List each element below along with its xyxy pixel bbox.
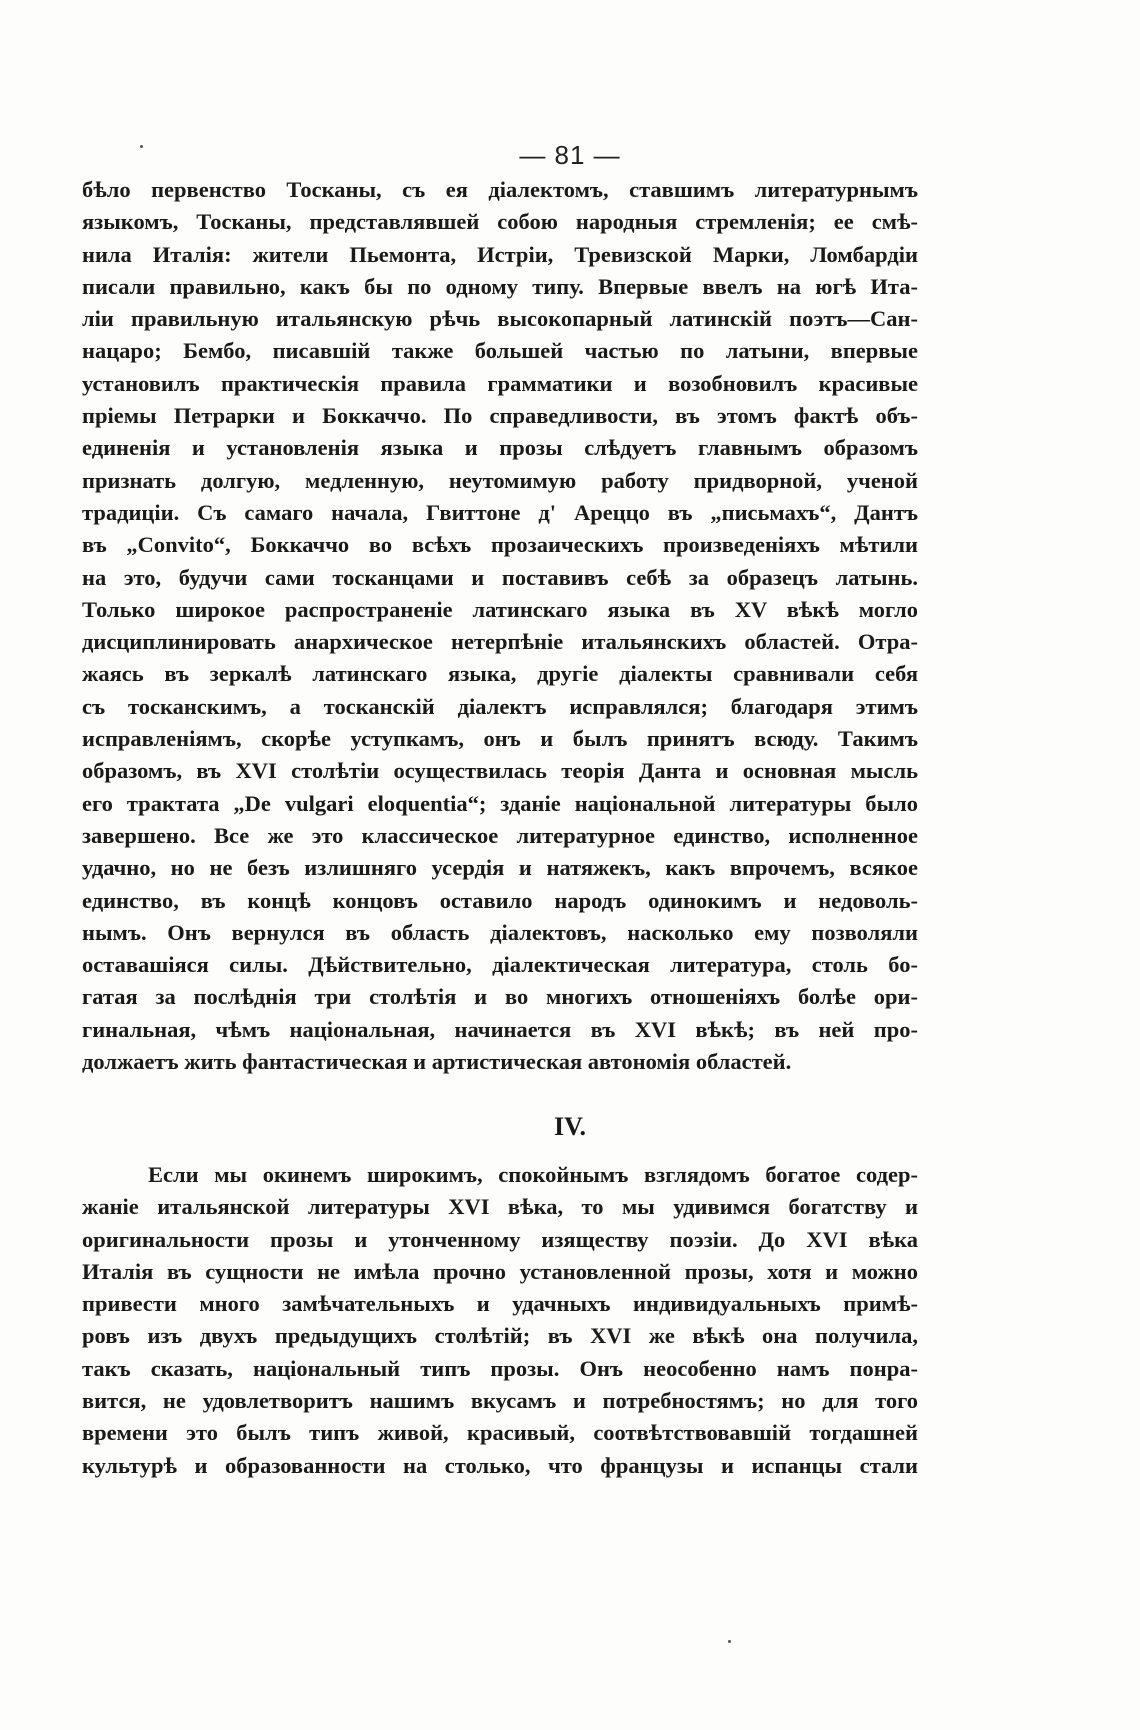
text-line: гинальная, чѣмъ національная, начинается въ XVI вѣкѣ; въ ней про-	[82, 1016, 918, 1042]
print-speck	[140, 145, 143, 148]
text-line: традиціи. Съ самаго начала, Гвиттоне д' Ареццо въ „письмахъ“, Дантъ	[82, 499, 918, 525]
text-line: оригинальности прозы и утонченному изяществу поэзіи. До XVI вѣка	[82, 1226, 918, 1252]
text-line: времени это былъ типъ живой, красивый, соотвѣтствовавшій тогдашней	[82, 1420, 918, 1446]
text-line: образомъ, въ XVI столѣтіи осуществилась теорія Данта и основная мысль	[82, 758, 918, 784]
text-line: исправленіямъ, скорѣе уступкамъ, онъ и былъ принятъ всюду. Такимъ	[82, 726, 918, 752]
page-number: — 81 —	[519, 140, 621, 170]
text-line: вится, не удовлетворитъ нашимъ вкусамъ и потребностямъ; но для того	[82, 1388, 918, 1414]
text-line: пріемы Петрарки и Боккаччо. По справедливости, въ этомъ фактѣ объ-	[82, 403, 918, 429]
text-line: должаетъ жить фантастическая и артистическая автономія областей.	[82, 1049, 792, 1075]
text-line: единенія и установленія языка и прозы слѣдуетъ главнымъ образомъ	[82, 435, 918, 461]
text-line: въ „Convito“, Боккаччо во всѣхъ прозаическихъ произведеніяхъ мѣтили	[82, 532, 918, 558]
text-line: языкомъ, Тосканы, представлявшей собою народныя стремленія; ее смѣ-	[82, 209, 918, 235]
text-line: жаясь въ зеркалѣ латинскаго языка, другіе діалекты сравнивали себя	[82, 661, 918, 687]
print-speck	[728, 1640, 731, 1643]
text-line: ліи правильную итальянскую рѣчь высокопарный латинскій поэтъ—Сан-	[82, 306, 918, 332]
paragraph-2	[82, 1159, 918, 1482]
text-line: на это, будучи сами тосканцами и поставивъ себѣ за образецъ латынь.	[82, 564, 918, 590]
text-line: завершено. Все же это классическое литературное единство, исполненное	[82, 822, 918, 848]
text-line: бѣло первенство Тосканы, съ ея діалектомъ, ставшимъ литературнымъ	[82, 177, 918, 202]
text-line: нила Италія: жители Пьемонта, Истріи, Тревизской Марки, Ломбардіи	[82, 241, 918, 267]
text-line: писали правильно, какъ бы по одному типу. Впервые ввелъ на югѣ Ита-	[82, 273, 918, 299]
text-line: установилъ практическія правила грамматики и возобновилъ красивые	[82, 370, 918, 396]
text-line: жаніе итальянской литературы XVI вѣка, то мы удивимся богатству и	[82, 1194, 918, 1220]
text-line: привести много замѣчательныхъ и удачныхъ индивидуальныхъ примѣ-	[82, 1291, 918, 1317]
text-line: Италія въ сущности не имѣла прочно установленной прозы, хотя и можно	[82, 1258, 918, 1284]
text-line: дисциплинировать анархическое нетерпѣніе итальянскихъ областей. Отра-	[82, 629, 918, 655]
text-line: Если мы окинемъ широкимъ, спокойнымъ взглядомъ богатое содер-	[148, 1162, 918, 1187]
text-line: признать долгую, медленную, неутомимую работу придворной, ученой	[82, 467, 918, 493]
text-line: такъ сказать, національный типъ прозы. Онъ неособенно намъ понра-	[82, 1355, 918, 1381]
section-heading: IV.	[553, 1112, 587, 1141]
text-line: ровъ изъ двухъ предыдущихъ столѣтій; въ XVI же вѣкѣ она получила,	[82, 1323, 918, 1349]
text-line: съ тосканскимъ, а тосканскій діалектъ исправлялся; благодаря этимъ	[82, 693, 918, 719]
text-line: культурѣ и образованности на столько, что французы и испанцы стали	[82, 1452, 918, 1478]
text-line: оставашіяся силы. Дѣйствительно, діалектическая литература, столь бо-	[82, 952, 918, 978]
text-line: его трактата „De vulgari eloquentia“; зданіе національной литературы было	[82, 790, 918, 816]
text-line: гатая за послѣднія три столѣтія и во многихъ отношеніяхъ болѣе ори-	[82, 984, 918, 1010]
text-line: нымъ. Онъ вернулся въ область діалектовъ, насколько ему позволяли	[82, 919, 918, 945]
paragraph-1	[82, 174, 918, 1078]
text-line: удачно, но не безъ излишняго усердія и натяжекъ, какъ впрочемъ, всякое	[82, 855, 918, 881]
text-line: Только широкое распространеніе латинскаго языка въ XV вѣкѣ могло	[82, 596, 918, 622]
text-line: единство, въ концѣ концовъ оставило народъ одинокимъ и недоволь-	[82, 887, 918, 913]
text-line: нацаро; Бембо, писавшій также большей частью по латыни, впервые	[82, 338, 918, 364]
